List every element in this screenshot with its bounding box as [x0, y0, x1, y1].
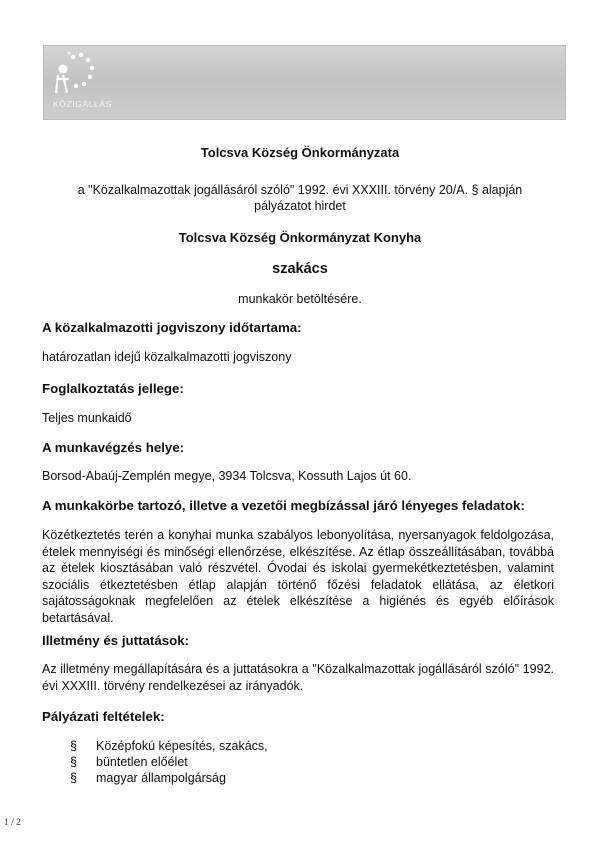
tasks-heading: A munkakörbe tartozó, illetve a vezetői megbízással járó lényeges feladatok: [42, 498, 525, 513]
requirement-item [70, 755, 188, 769]
logo-text: KÖZIGÁLLÁS [53, 99, 112, 109]
requirement-item [70, 771, 226, 785]
salary-heading: Illetmény és juttatások: [42, 633, 190, 648]
page-number: 1 / 2 [4, 818, 21, 828]
intro-line-2: pályázatot hirdet [254, 199, 346, 213]
employment-type-text: Teljes munkaidő [42, 411, 132, 425]
position-title: szakács [272, 261, 328, 277]
kozigallas-logo [47, 45, 113, 120]
requirement-item [70, 739, 268, 753]
kozigallas-banner [43, 45, 566, 120]
requirement-label: Középfokú képesítés, szakács, [96, 739, 268, 753]
requirements-heading: Pályázati feltételek: [42, 709, 165, 724]
figure-dots-icon [47, 45, 113, 101]
salary-text: Az illetmény megállapítására és a juttatásokra a "Közalkalmazottak jogállásáról szóló" 1992. évi XXXIII. törvény rendelkezései az irányadók. [42, 662, 554, 693]
section-sign-icon: § [70, 771, 77, 785]
requirement-label: büntetlen előélet [96, 755, 188, 769]
duration-text: határozatlan idejű közalkalmazotti jogviszony [42, 350, 292, 364]
tasks-text: Közétkeztetés terén a konyhai munka szabályos lebonyolítása, nyersanyagok feldolgozása, ételek mennyiségi és minőségi ellenőrzése, elkészítése. Az étlap összeállításában, továbbá az ételek kiosztásában való részvétel. Óvodai és iskolai gyermekétkeztetésben, valamint szociális étkeztetésben étlap alapján történő főzési feladatok ellátása, az életkori sajátosságoknak megfelelően az ételek elkészítése a higiénés és egyéb előírások betartásával. [42, 528, 554, 625]
employment-type-heading: Foglalkoztatás jellege: [42, 381, 184, 396]
section-sign-icon: § [70, 755, 77, 769]
requirement-label: magyar állampolgárság [96, 771, 226, 785]
employer-title: Tolcsva Község Önkormányzat Konyha [178, 230, 422, 245]
workplace-text: Borsod-Abaúj-Zemplén megye, 3934 Tolcsva, Kossuth Lajos út 60. [42, 469, 412, 483]
workplace-heading: A munkavégzés helye: [42, 440, 185, 455]
intro-line-1: a "Közalkalmazottak jogállásáról szóló" 1992. évi XXXIII. törvény 20/A. § alapján [77, 183, 523, 197]
position-suffix: munkakör betöltésére. [238, 292, 362, 306]
organization-title: Tolcsva Község Önkormányzata [200, 145, 400, 160]
duration-heading: A közalkalmazotti jogviszony időtartama: [42, 320, 302, 335]
section-sign-icon: § [70, 739, 77, 753]
